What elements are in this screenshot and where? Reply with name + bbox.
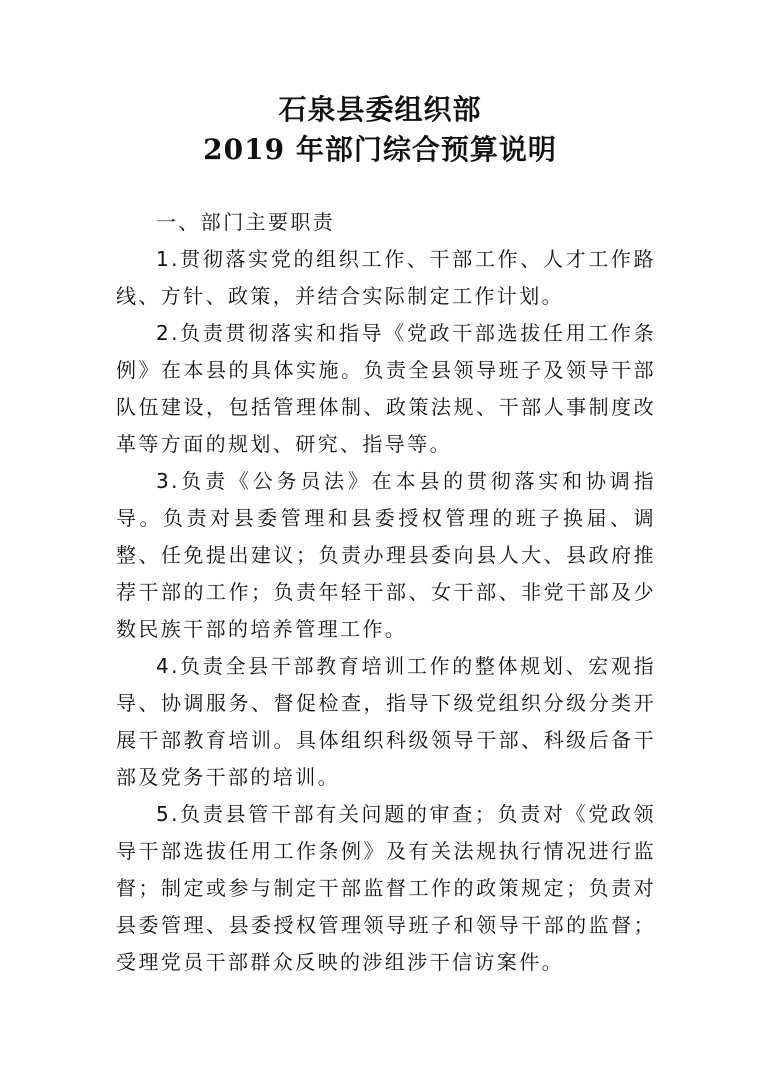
paragraph-2: 2.负责贯彻落实和指导《党政干部选拔任用工作条例》在本县的具体实施。负责全县领导班子及领导干部队伍建设，包括管理体制、政策法规、干部人事制度改革等方面的规划、研究、指导等。 [116, 321, 656, 456]
section-heading: 一、部门主要职责 [156, 210, 336, 234]
paragraph-1: 1.贯彻落实党的组织工作、干部工作、人才工作路线、方针、政策，并结合实际制定工作计划。 [116, 247, 656, 308]
document-body [116, 204, 656, 981]
paragraph-3: 3.负责《公务员法》在本县的贯彻落实和协调指导。负责对县委管理和县委授权管理的班子换届、调整、任免提出建议；负责办理县委向县人大、县政府推荐干部的工作；负责年轻干部、女干部、非党干部及少数民族干部的培养管理工作。 [116, 469, 656, 641]
document-title-line1: 石泉县委组织部 [278, 93, 482, 126]
paragraph-4: 4.负责全县干部教育培训工作的整体规划、宏观指导、协调服务、督促检查，指导下级党组织分级分类开展干部教育培训。具体组织科级领导干部、科级后备干部及党务干部的培训。 [116, 654, 656, 789]
document-title-line2: 2019 年部门综合预算说明 [203, 133, 557, 166]
paragraph-5: 5.负责县管干部有关问题的审查；负责对《党政领导干部选拔任用工作条例》及有关法规执行情况进行监督；制定或参与制定干部监督工作的政策规定；负责对县委管理、县委授权管理领导班子和领导干部的监督；受理党员干部群众反映的涉组涉干信访案件。 [116, 802, 656, 974]
